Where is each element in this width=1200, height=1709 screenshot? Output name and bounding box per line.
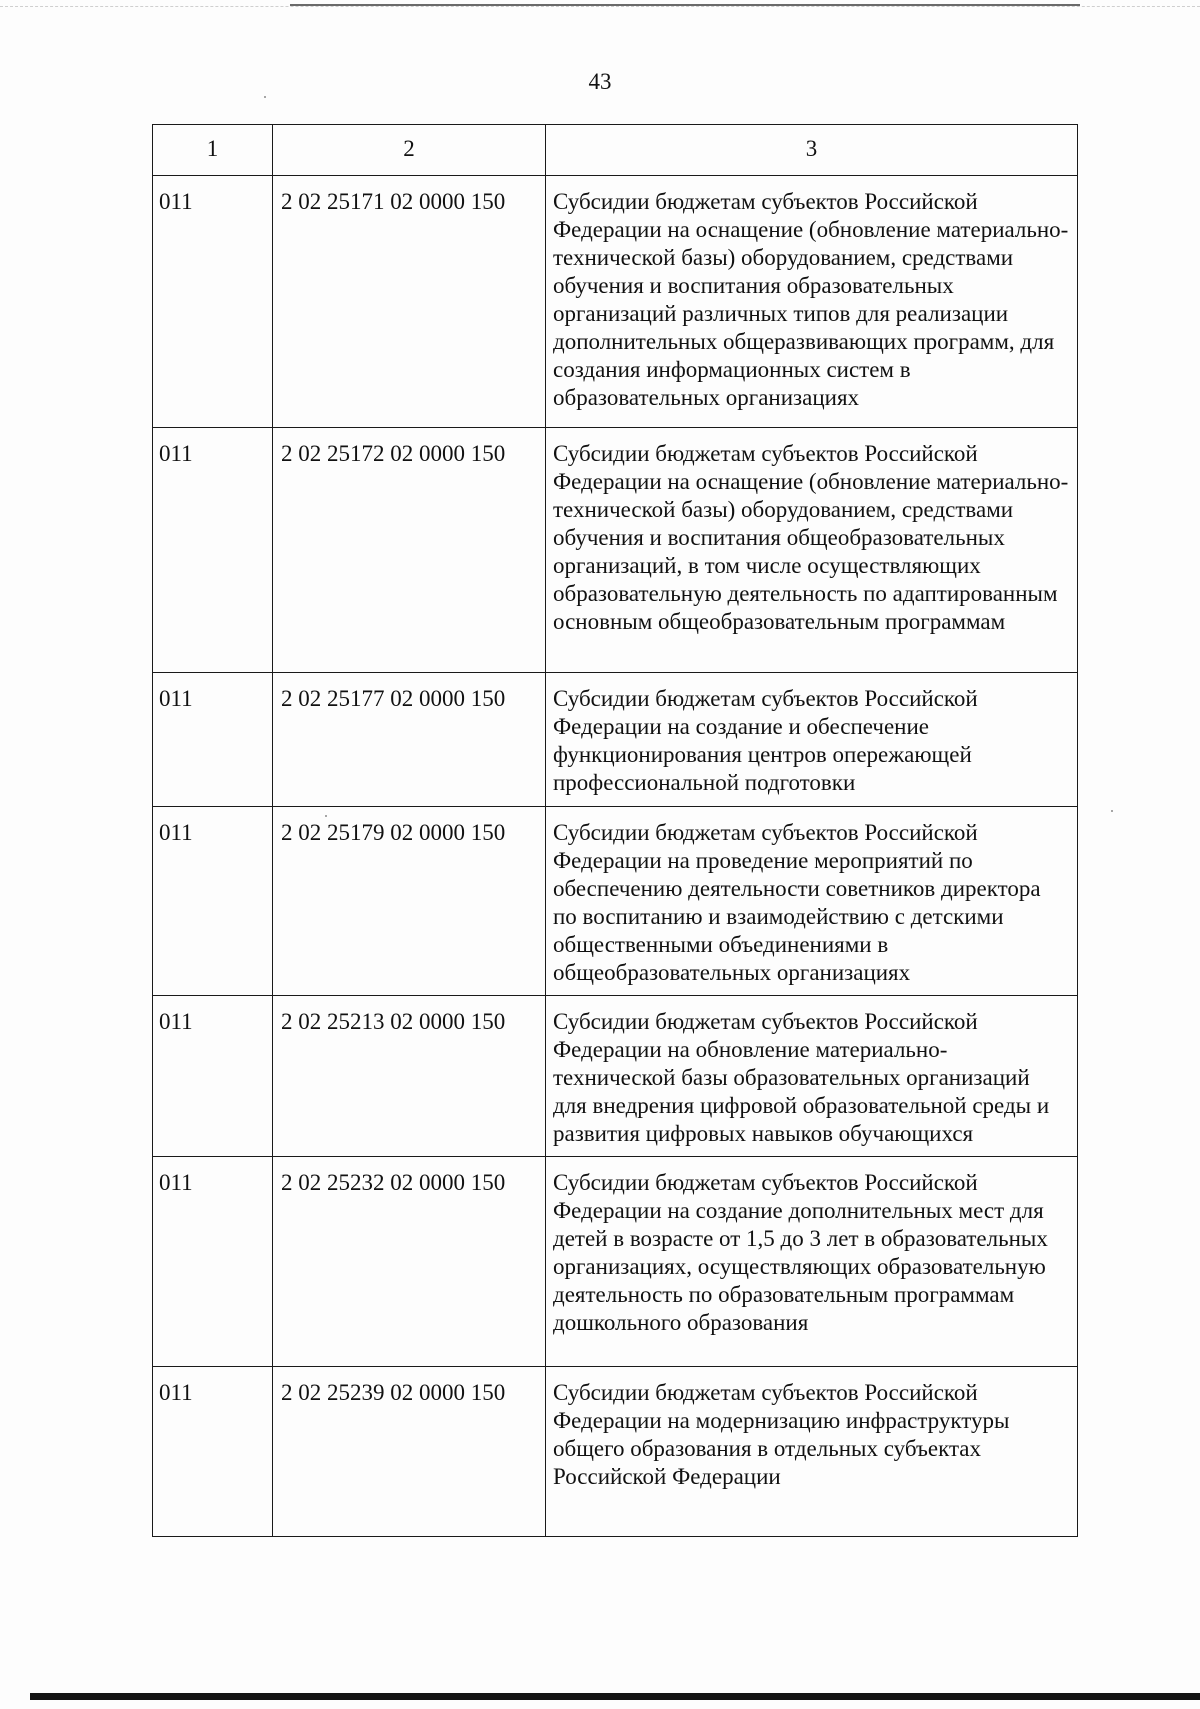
admin-code-cell: 011 xyxy=(153,996,273,1157)
kbk-code-cell: 2 02 25213 02 0000 150 xyxy=(273,996,546,1157)
table-row xyxy=(153,176,1078,428)
admin-code-cell: 011 xyxy=(153,1367,273,1537)
admin-code-cell: 011 xyxy=(153,176,273,428)
description-cell: Субсидии бюджетам субъектов Российской Федерации на создание и обеспечение функционирования центров опережающей профессиональной подготовки xyxy=(546,673,1078,807)
scan-edge-top xyxy=(290,4,1080,6)
kbk-code-cell: 2 02 25239 02 0000 150 xyxy=(273,1367,546,1537)
table-row xyxy=(153,673,1078,807)
header-cell-col1: 1 xyxy=(153,125,273,176)
kbk-code-cell: 2 02 25232 02 0000 150 xyxy=(273,1157,546,1367)
admin-code-cell: 011 xyxy=(153,673,273,807)
table-row xyxy=(153,428,1078,673)
table-row xyxy=(153,1367,1078,1537)
description-cell: Субсидии бюджетам субъектов Российской Федерации на модернизацию инфраструктуры общего образования в отдельных субъектах Российской Федерации xyxy=(546,1367,1078,1537)
description-cell: Субсидии бюджетам субъектов Российской Федерации на проведение мероприятий по обеспечению деятельности советников директора по воспитанию и взаимодействию с детскими общественными объединениями в общеобразовательных организациях xyxy=(546,807,1078,996)
scan-speck xyxy=(264,96,266,98)
description-cell: Субсидии бюджетам субъектов Российской Федерации на оснащение (обновление материально-технической базы) оборудованием, средствами обучения и воспитания общеобразовательных организаций, в том числе осуществляющих образовательную деятельность по адаптированным основным общеобразовательным программам xyxy=(546,428,1078,673)
description-cell: Субсидии бюджетам субъектов Российской Федерации на обновление материально-технической базы образовательных организаций для внедрения цифровой образовательной среды и развития цифровых навыков обучающихся xyxy=(546,996,1078,1157)
kbk-code-cell: 2 02 25172 02 0000 150 xyxy=(273,428,546,673)
scan-edge-faint xyxy=(0,6,1200,7)
table-header-row xyxy=(153,125,1078,176)
table-row xyxy=(153,1157,1078,1367)
table-row xyxy=(153,807,1078,996)
header-cell-col3: 3 xyxy=(546,125,1078,176)
kbk-code-cell: 2 02 25171 02 0000 150 xyxy=(273,176,546,428)
admin-code-cell: 011 xyxy=(153,1157,273,1367)
kbk-code-cell: 2 02 25179 02 0000 150 xyxy=(273,807,546,996)
page-number: 43 xyxy=(588,69,612,94)
header-cell-col2: 2 xyxy=(273,125,546,176)
description-cell: Субсидии бюджетам субъектов Российской Федерации на оснащение (обновление материально-технической базы) оборудованием, средствами обучения и воспитания образовательных организаций различных типов для реализации дополнительных общеразвивающих программ, для создания информационных систем в образовательных организациях xyxy=(546,176,1078,428)
scan-speck xyxy=(325,815,327,817)
budget-codes-table xyxy=(152,124,1078,1537)
admin-code-cell: 011 xyxy=(153,428,273,673)
admin-code-cell: 011 xyxy=(153,807,273,996)
description-cell: Субсидии бюджетам субъектов Российской Федерации на создание дополнительных мест для детей в возрасте от 1,5 до 3 лет в образовательных организациях, осуществляющих образовательную деятельность по образовательным программам дошкольного образования xyxy=(546,1157,1078,1367)
scan-speck xyxy=(1111,810,1113,812)
table-row xyxy=(153,996,1078,1157)
scan-edge-bottom xyxy=(30,1693,1200,1700)
kbk-code-cell: 2 02 25177 02 0000 150 xyxy=(273,673,546,807)
